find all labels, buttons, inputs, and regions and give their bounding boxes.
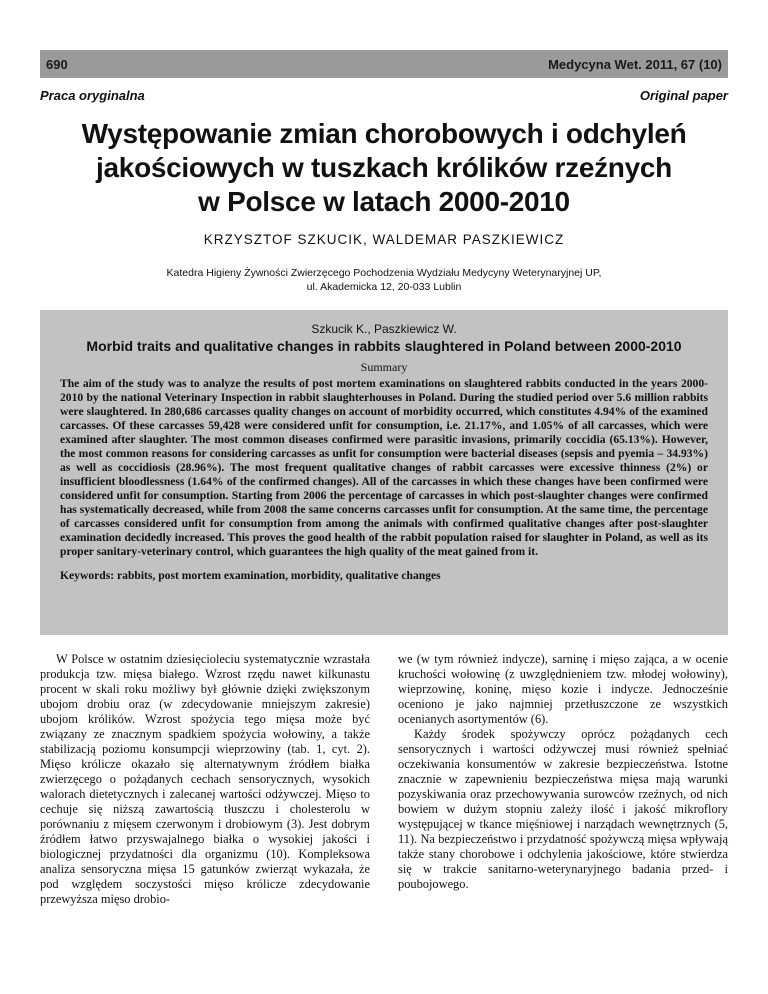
article-title — [60, 117, 708, 219]
body-paragraph: Każdy środek spożywczy oprócz pożądanych cech sensorycznych i wartości odżywczej musi również spełniać oczekiwania konsumentów w zakresie bezpieczeństwa. Istotne znacznie w zapewnieniu bezpieczeństwa mięsa mają warunki pozyskiwania oraz przechowywania surowców rzeźnych, od nich bowiem w dużym stopniu zależy ilość i jakość mikroflory występującej w tkance mięśniowej i narządach wewnętrznych (5, 11). Na bezpieczeństwo i przydatność spożywczą mięsa wpływają także stany chorobowe i odchylenia jakościowe, które stwierdza się w trakcie sanitarno-weterynaryjnego badania przed- i poubojowego. — [398, 727, 728, 891]
body-column-right — [398, 652, 728, 892]
body-paragraph-continued: we (w tym również indycze), sarninę i mięso zająca, a w ocenie kruchości wołowinę (z uwzględnieniem tzw. młodej wołowiny), wieprzowinę, koninę, mięso kozie i indycze. Jednocześnie oceniono je jako najmniej przetłuszczone ze wszystkich ocenianych asortymentów (6). — [398, 652, 728, 726]
affiliation — [70, 266, 698, 294]
title-line-3: w Polsce w latach 2000-2010 — [198, 186, 570, 217]
body-paragraph: W Polsce w ostatnim dziesięcioleciu systematycznie wzrastała produkcja tzw. mięsa białego. Wzrost rzędu nawet kilkunastu procent w skali roku możliwy był głównie dzięki zwiększonym ubojom drobiu oraz (w zdecydowanie mniejszym zakresie) ubojom królików. Wzrost spożycia tego mięsa może być związany ze znacznym spadkiem spożycia wołowiny, a także stabilizacją poziomu konsumpcji wieprzowiny (tab. 1, cyt. 2). Mięso królicze okazało się alternatywnym źródłem białka zwierzęcego o pożądanych cechach sensorycznych, wysokich walorach dietetycznych i zalecanej wartości odżywczej. Mięso to cechuje się niższą zawartością tłuszczu i cholesterolu w porównaniu z mięsem czerwonym i drobiowym (3). Jest dobrym źródłem łatwo przyswajalnego białka o wysokiej jakości i biologicznej przydatności dla organizmu (10). Kompleksowa analiza sensoryczna mięsa 15 gatunków zwierząt wykazała, że pod względem soczystości mięso królicze zdecydowanie przewyższa mięso drobio- — [40, 652, 370, 906]
affiliation-line-1: Katedra Higieny Żywności Zwierzęcego Pochodzenia Wydziału Medycyny Weterynaryjnej UP, — [166, 267, 602, 279]
abstract-title: Morbid traits and qualitative changes in rabbits slaughtered in Poland between 2000-2010 — [86, 338, 682, 354]
journal-header-bar — [40, 50, 728, 78]
article-type-row — [40, 88, 728, 103]
abstract-authors: Szkucik K., Paszkiewicz W. — [311, 322, 457, 336]
title-line-2: jakościowych w tuszkach królików rzeźnych — [96, 152, 672, 183]
abstract-summary-label: Summary — [360, 360, 408, 374]
abstract-keywords: Keywords: rabbits, post mortem examination, morbidity, qualitative changes — [60, 569, 441, 582]
journal-citation: Medycyna Wet. 2011, 67 (10) — [548, 56, 722, 72]
affiliation-line-2: ul. Akademicka 12, 20-033 Lublin — [306, 281, 462, 293]
article-type-english: Original paper — [639, 88, 728, 103]
abstract-text: The aim of the study was to analyze the results of post mortem examinations on slaughtered rabbits conducted in the years 2000-2010 by the national Veterinary Inspection in rabbit slaughterhouses in Poland. During the studied period over 5.6 million rabbits were slaughtered. In 280,686 carcasses quality changes on account of morbidity occurred, which constitutes 4.94% of the examined carcasses. Of these carcasses 59,428 were considered unfit for consumption, i.e. 21.17%, and 1.05% of all carcasses, which were examined after slaughter. The most common diseases confirmed were parasitic invasions, primarily coccidia (65.13%). However, the most common reasons for considering carcasses as unfit for consumption were bacterial diseases (sepsis and pyemia – 34.93%) as well as coccidiosis (28.96%). The most frequent qualitative changes of rabbit carcasses were excessive thinness (2%) or insufficient bloodlessness (1.64% of the confirmed changes). All of the carcasses in which these changes have been confirmed were considered unfit for consumption. Starting from 2006 the percentage of carcasses in which post-slaughter changes were confirmed has systematically decreased, while from 2008 the same concerns carcasses unfit for consumption. At the same time, the percentage of carcasses considered unfit for consumption from among the animals with confirmed qualitative changes after post-slaughter examination decidedly increased. This proves the good health of the rabbit population raised for slaughter in Poland, as well as its proper sanitary-veterinary control, which guarantees the high quality of the meat gained from it. — [60, 377, 708, 558]
body-column-left — [40, 652, 370, 907]
author-list: KRZYSZTOF SZKUCIK, WALDEMAR PASZKIEWICZ — [203, 232, 565, 247]
abstract-box — [40, 310, 728, 635]
page-number: 690 — [46, 56, 68, 72]
title-line-1: Występowanie zmian chorobowych i odchyleń — [81, 118, 687, 149]
article-type-polish: Praca oryginalna — [40, 88, 145, 103]
